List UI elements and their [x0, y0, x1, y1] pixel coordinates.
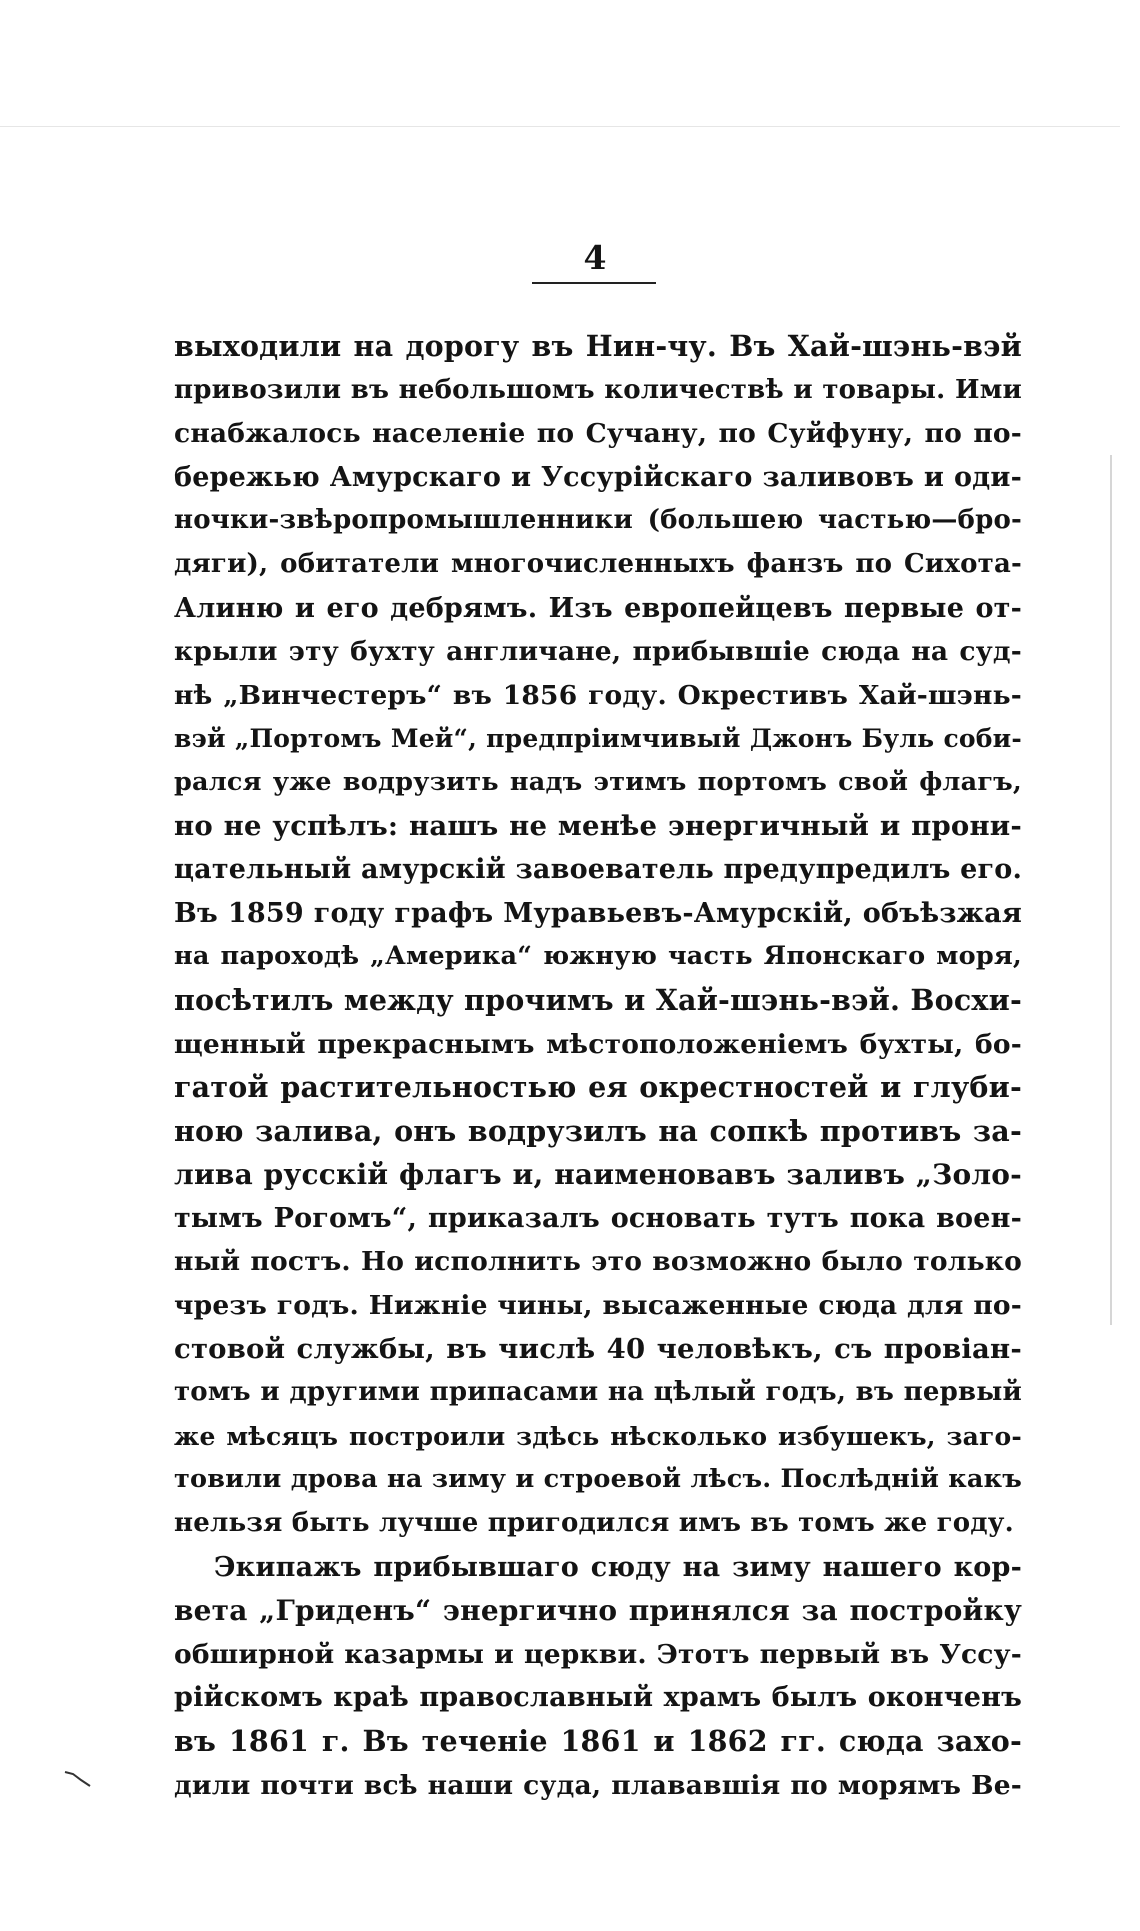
text-line: ный постъ. Но исполнить это возможно было только	[174, 1246, 1022, 1278]
scan-mark	[63, 1768, 93, 1788]
text-line: привозили въ небольшомъ количествѣ и товары. Ими	[174, 374, 1022, 405]
text-line: дили почти всѣ наши суда, плававшія по морямъ Ве-	[174, 1769, 1022, 1801]
text-line: вэй „Портомъ Мей“, предпріимчивый Джонъ Буль соби-	[174, 724, 1022, 754]
text-line: на пароходѣ „Америка“ южную часть Японскаго моря,	[174, 941, 1022, 972]
text-line: Въ 1859 году графъ Муравьевъ-Амурскій, объѣзжая	[174, 897, 1022, 929]
scan-edge-line	[0, 126, 1120, 127]
text-line: гатой растительностью ея окрестностей и глуби-	[174, 1070, 1022, 1105]
text-line: Алиню и его дебрямъ. Изъ европейцевъ первые от-	[174, 592, 1022, 624]
text-line: вета „Гриденъ“ энергично принялся за постройку	[174, 1594, 1022, 1628]
paragraph-last-line: нельзя быть лучше пригодился имъ въ томъ же году.	[174, 1508, 1014, 1539]
text-line: товили дрова на зиму и строевой лѣсъ. Послѣдній какъ	[174, 1464, 1022, 1495]
text-line: чрезъ годъ. Нижніе чины, высаженные сюда для по-	[174, 1290, 1022, 1322]
text-line: бережью Амурскаго и Уссурійскаго заливовъ и оди-	[174, 461, 1022, 493]
text-line: нѣ „Винчестеръ“ въ 1856 году. Окрестивъ Хай-шэнь-	[174, 679, 1022, 711]
text-line: лива русскій флагъ и, наименовавъ заливъ „Золо-	[174, 1158, 1022, 1192]
scan-edge-line	[1110, 455, 1112, 1325]
text-line: крыли эту бухту англичане, прибывшіе сюда на суд-	[174, 636, 1022, 668]
text-line: рійскомъ краѣ православный храмъ былъ оконченъ	[174, 1682, 1022, 1714]
text-line: въ 1861 г. Въ теченіе 1861 и 1862 гг. сюда захо-	[174, 1724, 1022, 1758]
text-line: обширной казармы и церкви. Этотъ первый въ Уссу-	[174, 1638, 1022, 1670]
page-number: 4	[583, 238, 607, 277]
page-number-rule	[532, 282, 656, 284]
text-line: же мѣсяцъ построили здѣсь нѣсколько избушекъ, заго-	[174, 1421, 1022, 1451]
text-line: но не успѣлъ: нашъ не менѣе энергичный и прони-	[174, 809, 1022, 842]
text-line: тымъ Рогомъ“, приказалъ основать тутъ пока воен-	[174, 1202, 1022, 1234]
text-line: томъ и другими припасами на цѣлый годъ, въ первый	[174, 1377, 1022, 1408]
text-line: снабжалось населеніе по Сучану, по Суйфуну, по по-	[174, 418, 1022, 450]
text-line: дяги), обитатели многочисленныхъ фанзъ по Сихота-	[174, 548, 1022, 579]
text-line: цательный амурскій завоеватель предупредилъ его.	[174, 854, 1023, 886]
paragraph-first-line: Экипажъ прибывшаго сюду на зиму нашего кор-	[214, 1551, 1022, 1583]
text-line: ночки-звѣропромышленники (большею частью—бро-	[174, 505, 1022, 536]
body-text	[174, 325, 1022, 1807]
text-line: выходили на дорогу въ Нин-чу. Въ Хай-шэнь-вэй	[174, 329, 1022, 363]
text-line: ною залива, онъ водрузилъ на сопкѣ противъ за-	[174, 1113, 1022, 1148]
text-line: рался уже водрузить надъ этимъ портомъ свой флагъ,	[174, 766, 1022, 797]
text-line: щенный прекраснымъ мѣстоположеніемъ бухты, бо-	[174, 1028, 1022, 1060]
text-line: стовой службы, въ числѣ 40 человѣкъ, съ провіан-	[174, 1332, 1022, 1365]
text-line: посѣтилъ между прочимъ и Хай-шэнь-вэй. Восхи-	[174, 982, 1022, 1017]
